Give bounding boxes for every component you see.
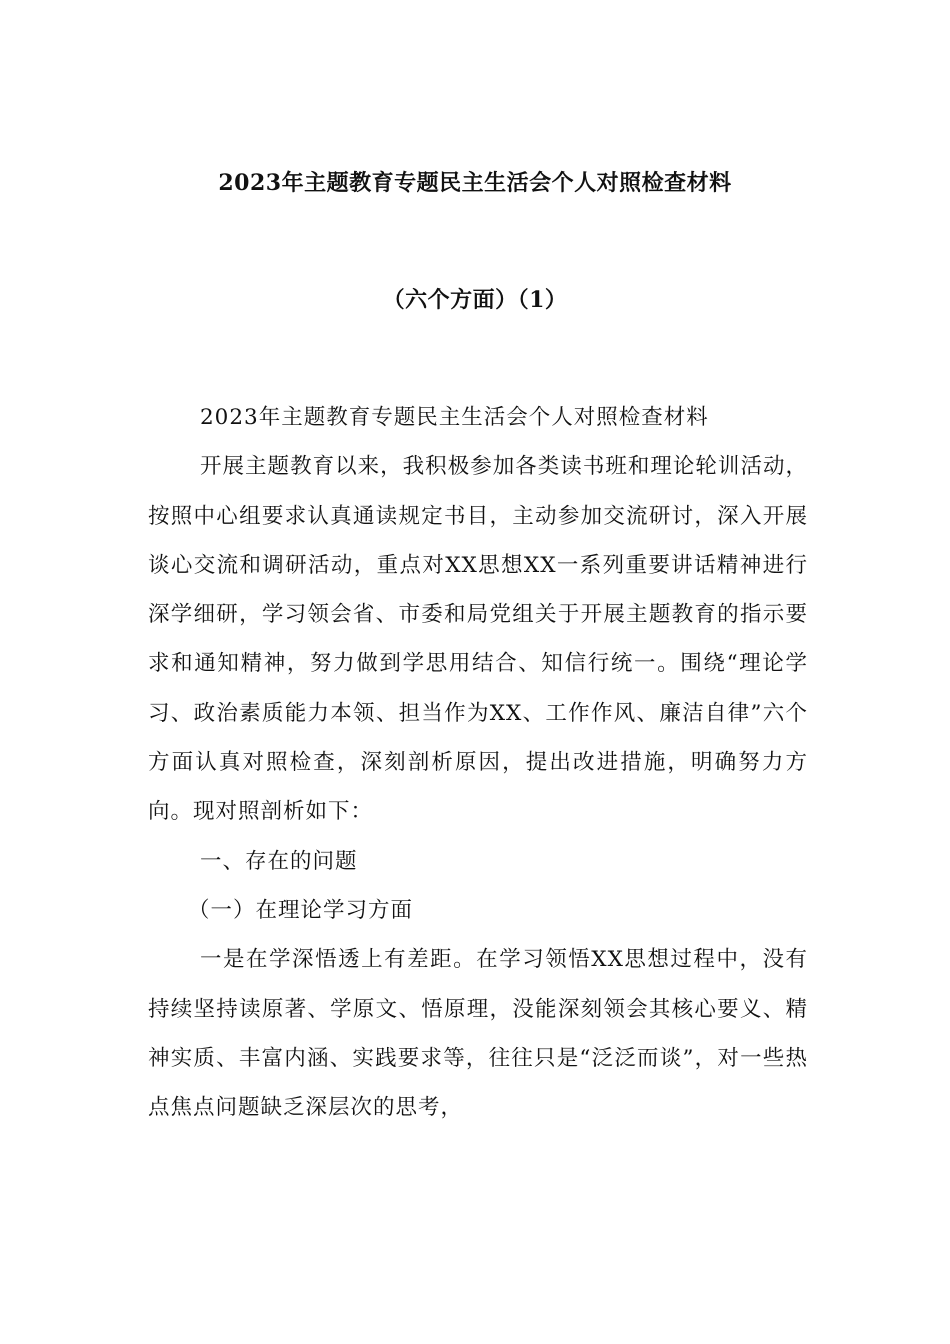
document-body: [148, 393, 808, 1132]
subsection-heading-theory-study: （一）在理论学习方面: [188, 897, 414, 923]
body-paragraph-point-one: 一是在学深悟透上有差距。在学习领悟XX思想过程中，没有持续坚持读原著、学原文、悟原理，没能深刻领会其核心要义、精神实质、丰富内涵、实践要求等，往往只是“泛泛而谈”，对一些热点焦点问题缺乏深层次的思考，: [148, 947, 808, 1121]
document-subtitle: （六个方面）（1）: [382, 287, 568, 313]
body-paragraph-intro-title: 2023年主题教育专题民主生活会个人对照检查材料: [200, 405, 709, 430]
body-paragraph-overview: 开展主题教育以来，我积极参加各类读书班和理论轮训活动，按照中心组要求认真通读规定书目，主动参加交流研讨，深入开展谈心交流和调研活动，重点对XX思想XX一系列重要讲话精神进行深学细研，学习领会省、市委和局党组关于开展主题教育的指示要求和通知精神，努力做到学思用结合、知信行统一。围绕“理论学习、政治素质能力本领、担当作为XX、工作作风、廉洁自律”六个方面认真对照检查，深刻剖析原因，提出改进措施，明确努力方向。现对照剖析如下：: [148, 454, 808, 825]
section-heading-problems: 一、存在的问题: [200, 848, 358, 874]
document-title: 2023年主题教育专题民主生活会个人对照检查材料: [218, 170, 732, 196]
